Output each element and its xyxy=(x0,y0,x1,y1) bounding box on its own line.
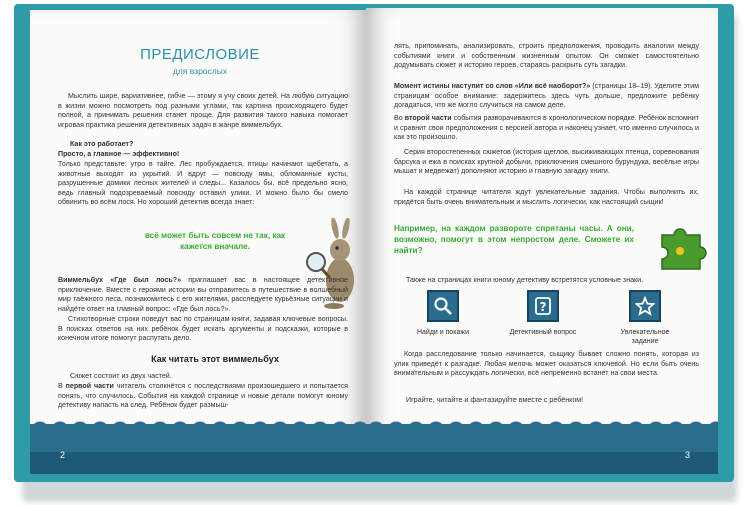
magnifier-icon xyxy=(427,290,459,322)
second-part-paragraph xyxy=(394,114,699,143)
moment-of-truth-paragraph xyxy=(394,82,699,111)
tasks-paragraph: На каждой странице читателя ждут увлекательные задания. Чтобы выполнить их, придётся быть очень внимательным и мыслить логически, как настоящий сыщик! xyxy=(394,188,699,206)
closing-line: Играйте, читайте и фантазируйте вместе с ребёнком! xyxy=(406,396,584,404)
section-heading: Как читать этот виммельбух xyxy=(151,354,279,364)
story-paragraph: Только представьте: утро в тайге. Лес пробуждается, птицы начинают щебетать, а животные выходят из укрытий. И вдруг — повсюду ямы, обломанные кусты, разрушенные домики лесных жителей и следы... Казалось бы, всё предельно ясно, ведь главный подозреваемый повсюду оставил улики. И можно было бы смело обвинить во всём лося. Но хороший детектив всегда знает: xyxy=(58,160,348,207)
first-part-text: читатель столкнётся с последствиями произошедшего и попытается понять, что случилось. События на каждой странице и новые детали помогут юному детективу напасть на след. Ребёнок будет размыш- xyxy=(58,382,349,410)
question-mark-icon xyxy=(527,290,559,322)
feature-find-and-show xyxy=(408,290,478,337)
feature-detective-question xyxy=(508,290,578,337)
feature-exciting-task xyxy=(610,290,680,346)
plot-paragraph: Сюжет состоит из двух частей. xyxy=(70,372,172,380)
water-band xyxy=(366,424,718,474)
feature-label: Найди и покажи xyxy=(416,329,470,336)
page-title: ПРЕДИСЛОВИЕ xyxy=(140,46,260,63)
question-heading: Как это работает? xyxy=(70,140,134,148)
puzzle-piece-illustration xyxy=(656,221,712,271)
continued-paragraph: лять, припоминать, анализировать, строить предположения, проводить аналогии между событиями книги и собственным жизненным опытом. Он сможет самостоятельно додумывать сюжет и историю героев, стараясь раскрыть суть загадки. xyxy=(394,42,699,70)
subplots-paragraph: Серия второстепенных сюжетов (история щеглов, высиживающих птенца, соревнования барсука и ежа в поисках крупной добычи, приключения смешного бурундука, весёлые игры мышат и медвежат) дополняют историю и главную загадку книги. xyxy=(394,148,699,176)
right-page xyxy=(366,8,718,474)
page-number-left: 2 xyxy=(60,450,66,460)
left-page xyxy=(30,10,366,474)
first-part-paragraph xyxy=(58,382,348,411)
first-part-bold: первой части xyxy=(65,382,114,390)
second-part-bold: второй части xyxy=(404,114,452,122)
signs-intro: Также на страницах книги юному детективу встретятся условные знаки. xyxy=(406,276,644,284)
svg-text:?: ? xyxy=(539,300,547,314)
feature-label: Детективный вопрос xyxy=(509,329,577,336)
page-subtitle: для взрослых xyxy=(172,66,228,76)
water-band xyxy=(30,424,366,474)
star-icon xyxy=(629,290,661,322)
highlight-quote: всё может быть совсем не так, как кажется вначале. xyxy=(144,231,286,251)
first-part-prefix: В xyxy=(58,382,66,390)
answer-heading: Просто, а главное — эффективно! xyxy=(58,150,180,158)
verse-paragraph: Стихотворные строки поведут вас по страницам книги, задавая ключевые вопросы. В поисках ответов на них ребёнок будет искать аргументы и подсказки, которые в конечном итоге помогут распутать дело. xyxy=(58,315,348,343)
wimmelbuch-paragraph xyxy=(58,276,348,314)
moment-of-truth-bold: Момент истины наступит со слов «Или всё наоборот?» xyxy=(394,82,591,90)
second-part-prefix: Во xyxy=(394,114,405,122)
intro-paragraph: Мыслить шире, вариативнее, гибче — этому я учу своих детей. На любую ситуацию в жизни можно посмотреть под разными углами, так картина происходящего будет полной, а принимать решения станет проще. Для развития такого навыка помогает игровая практика решения детективных задач в жанре виммельбух. xyxy=(58,92,348,129)
page-number-right: 3 xyxy=(684,450,690,460)
clock-hint: Например, на каждом развороте спрятаны часы. А они, возможно, помогут в этом непростом деле. Сможете их найти? xyxy=(394,224,634,255)
moment-of-truth-text: (страницы 18–19). Уделите этим страницам особое внимание: задержитесь здесь чуть дольше, предложите ребёнку догадаться, что же могло случиться на самом деле. xyxy=(394,82,700,110)
book-name: Виммельбух «Где был лось?» xyxy=(58,276,182,284)
wimmelbuch-text: приглашает вас в настоящее детективное приключение. Вместе с героями истории вы отправитесь в путешествие в волшебный мир таёжного леса, познакомитесь с его жителями, расследуете курьёзные ситуации и найдёте ответ на главный вопрос: «Где был лось?». xyxy=(58,276,348,313)
second-part-text: события разворачиваются в хронологическом порядке. Ребёнок вспомнит и сравнит свои предположения с версией автора и наконец узнает, что именно случилось и как это произошло. xyxy=(394,114,699,142)
investigation-paragraph: Когда расследование только начинается, сыщику бывает сложно понять, которая из улик приведёт к разгадке. Любая мелочь может оказаться ключевой. Но если быть очень внимательным и рассуждать логически, всё непременно встанет на свои места. xyxy=(394,350,699,378)
feature-label: Увлекательное задание xyxy=(620,329,670,345)
